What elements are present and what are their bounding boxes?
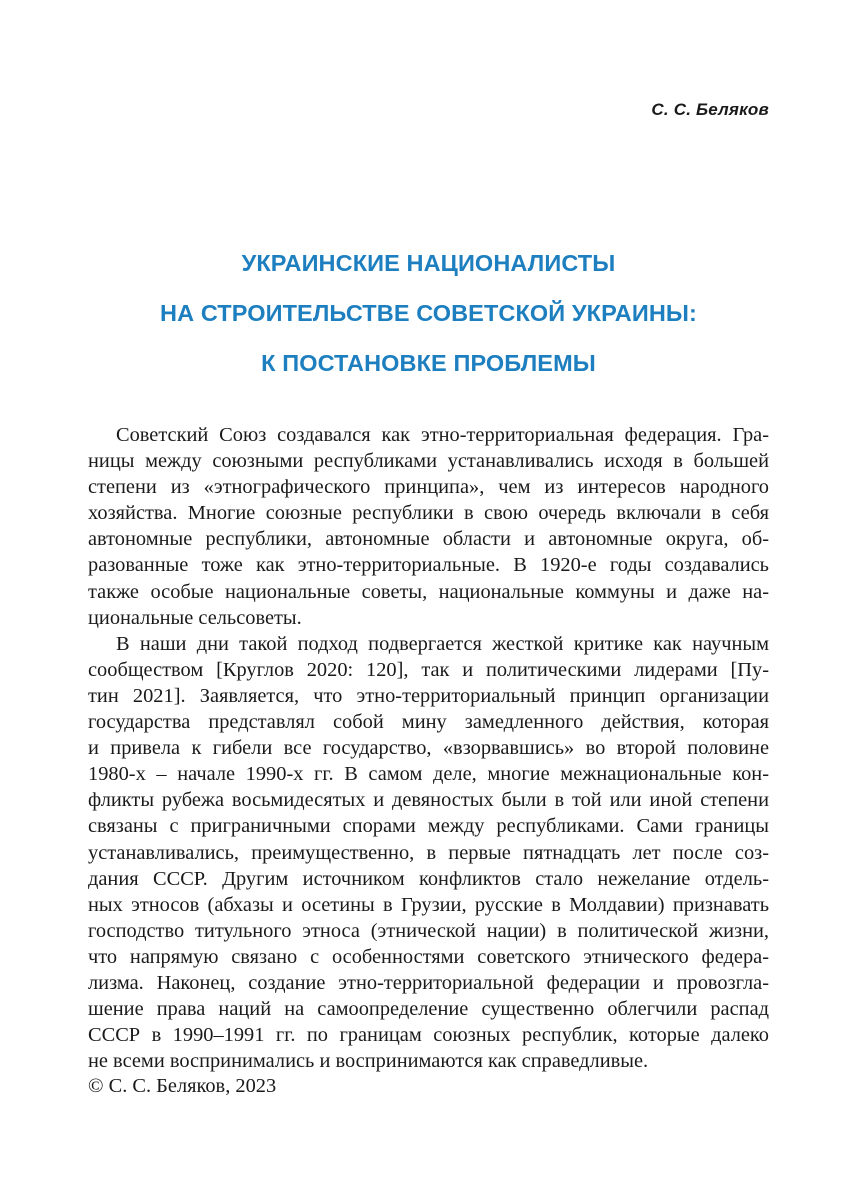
paragraph-2 — [88, 631, 769, 1075]
text-line: автономные республики, автономные области и автономные округа, об- — [88, 528, 769, 551]
text-line: не всеми воспринимались и воспринимаются как справедливые. — [88, 1050, 649, 1073]
article-title — [0, 238, 857, 388]
text-line: ницы между союзными республиками устанавливались исходя в большей — [88, 450, 769, 473]
copyright-notice: © С. С. Беляков, 2023 — [88, 1075, 277, 1097]
text-line: также особые национальные советы, национальные коммуны и даже на- — [88, 580, 769, 603]
text-line: государства представлял собой мину замедленного действия, которая — [88, 711, 769, 734]
text-line: циональные сельсоветы. — [88, 606, 302, 629]
text-line: разованные тоже как этно-территориальные. В 1920-е годы создавались — [88, 554, 769, 577]
author-header: С. С. Беляков — [651, 100, 769, 119]
title-line: К ПОСТАНОВКЕ ПРОБЛЕМЫ — [261, 350, 596, 376]
text-line: шение права наций на самоопределение существенно облегчили распад — [88, 998, 769, 1021]
text-line: 1980-х – начале 1990-х гг. В самом деле, многие межнациональные кон- — [88, 763, 769, 786]
text-line: ных этносов (абхазы и осетины в Грузии, русские в Молдавии) признавать — [88, 893, 769, 916]
text-line: дания СССР. Другим источником конфликтов стало нежелание отдель- — [88, 867, 769, 890]
text-line: хозяйства. Многие союзные республики в свою очередь включали в себя — [88, 502, 769, 525]
title-line: УКРАИНСКИЕ НАЦИОНАЛИСТЫ — [241, 250, 616, 276]
text-line: фликты рубежа восьмидесятых и девяностых были в той или иной степени — [88, 789, 769, 812]
text-line: СССР в 1990–1991 гг. по границам союзных республик, которые далеко — [88, 1024, 769, 1047]
text-line: сообществом [Круглов 2020: 120], так и политическими лидерами [Пу- — [88, 658, 769, 681]
title-line: НА СТРОИТЕЛЬСТВЕ СОВЕТСКОЙ УКРАИНЫ: — [160, 300, 697, 326]
text-line: В наши дни такой подход подвергается жесткой критике как научным — [116, 632, 769, 655]
text-line: связаны с приграничными спорами между республиками. Сами границы — [88, 815, 769, 838]
text-line: Советский Союз создавался как этно-территориальная федерация. Гра- — [116, 424, 769, 446]
text-line: устанавливались, преимущественно, в первые пятнадцать лет после соз- — [88, 841, 769, 864]
text-line: лизма. Наконец, создание этно-территориальной федерации и провозгла- — [88, 971, 769, 994]
paragraph-1 — [88, 422, 769, 631]
text-line: тин 2021]. Заявляется, что этно-территориальный принцип организации — [88, 684, 769, 707]
text-line: что напрямую связано с особенностями советского этнического федера- — [88, 945, 769, 968]
text-line: и привела к гибели все государство, «взорвавшись» во второй половине — [88, 737, 769, 760]
article-body — [88, 422, 769, 1074]
text-line: степени из «этнографического принципа», чем из интересов народного — [88, 476, 769, 499]
text-line: господство титульного этноса (этнической нации) в политической жизни, — [88, 919, 769, 942]
